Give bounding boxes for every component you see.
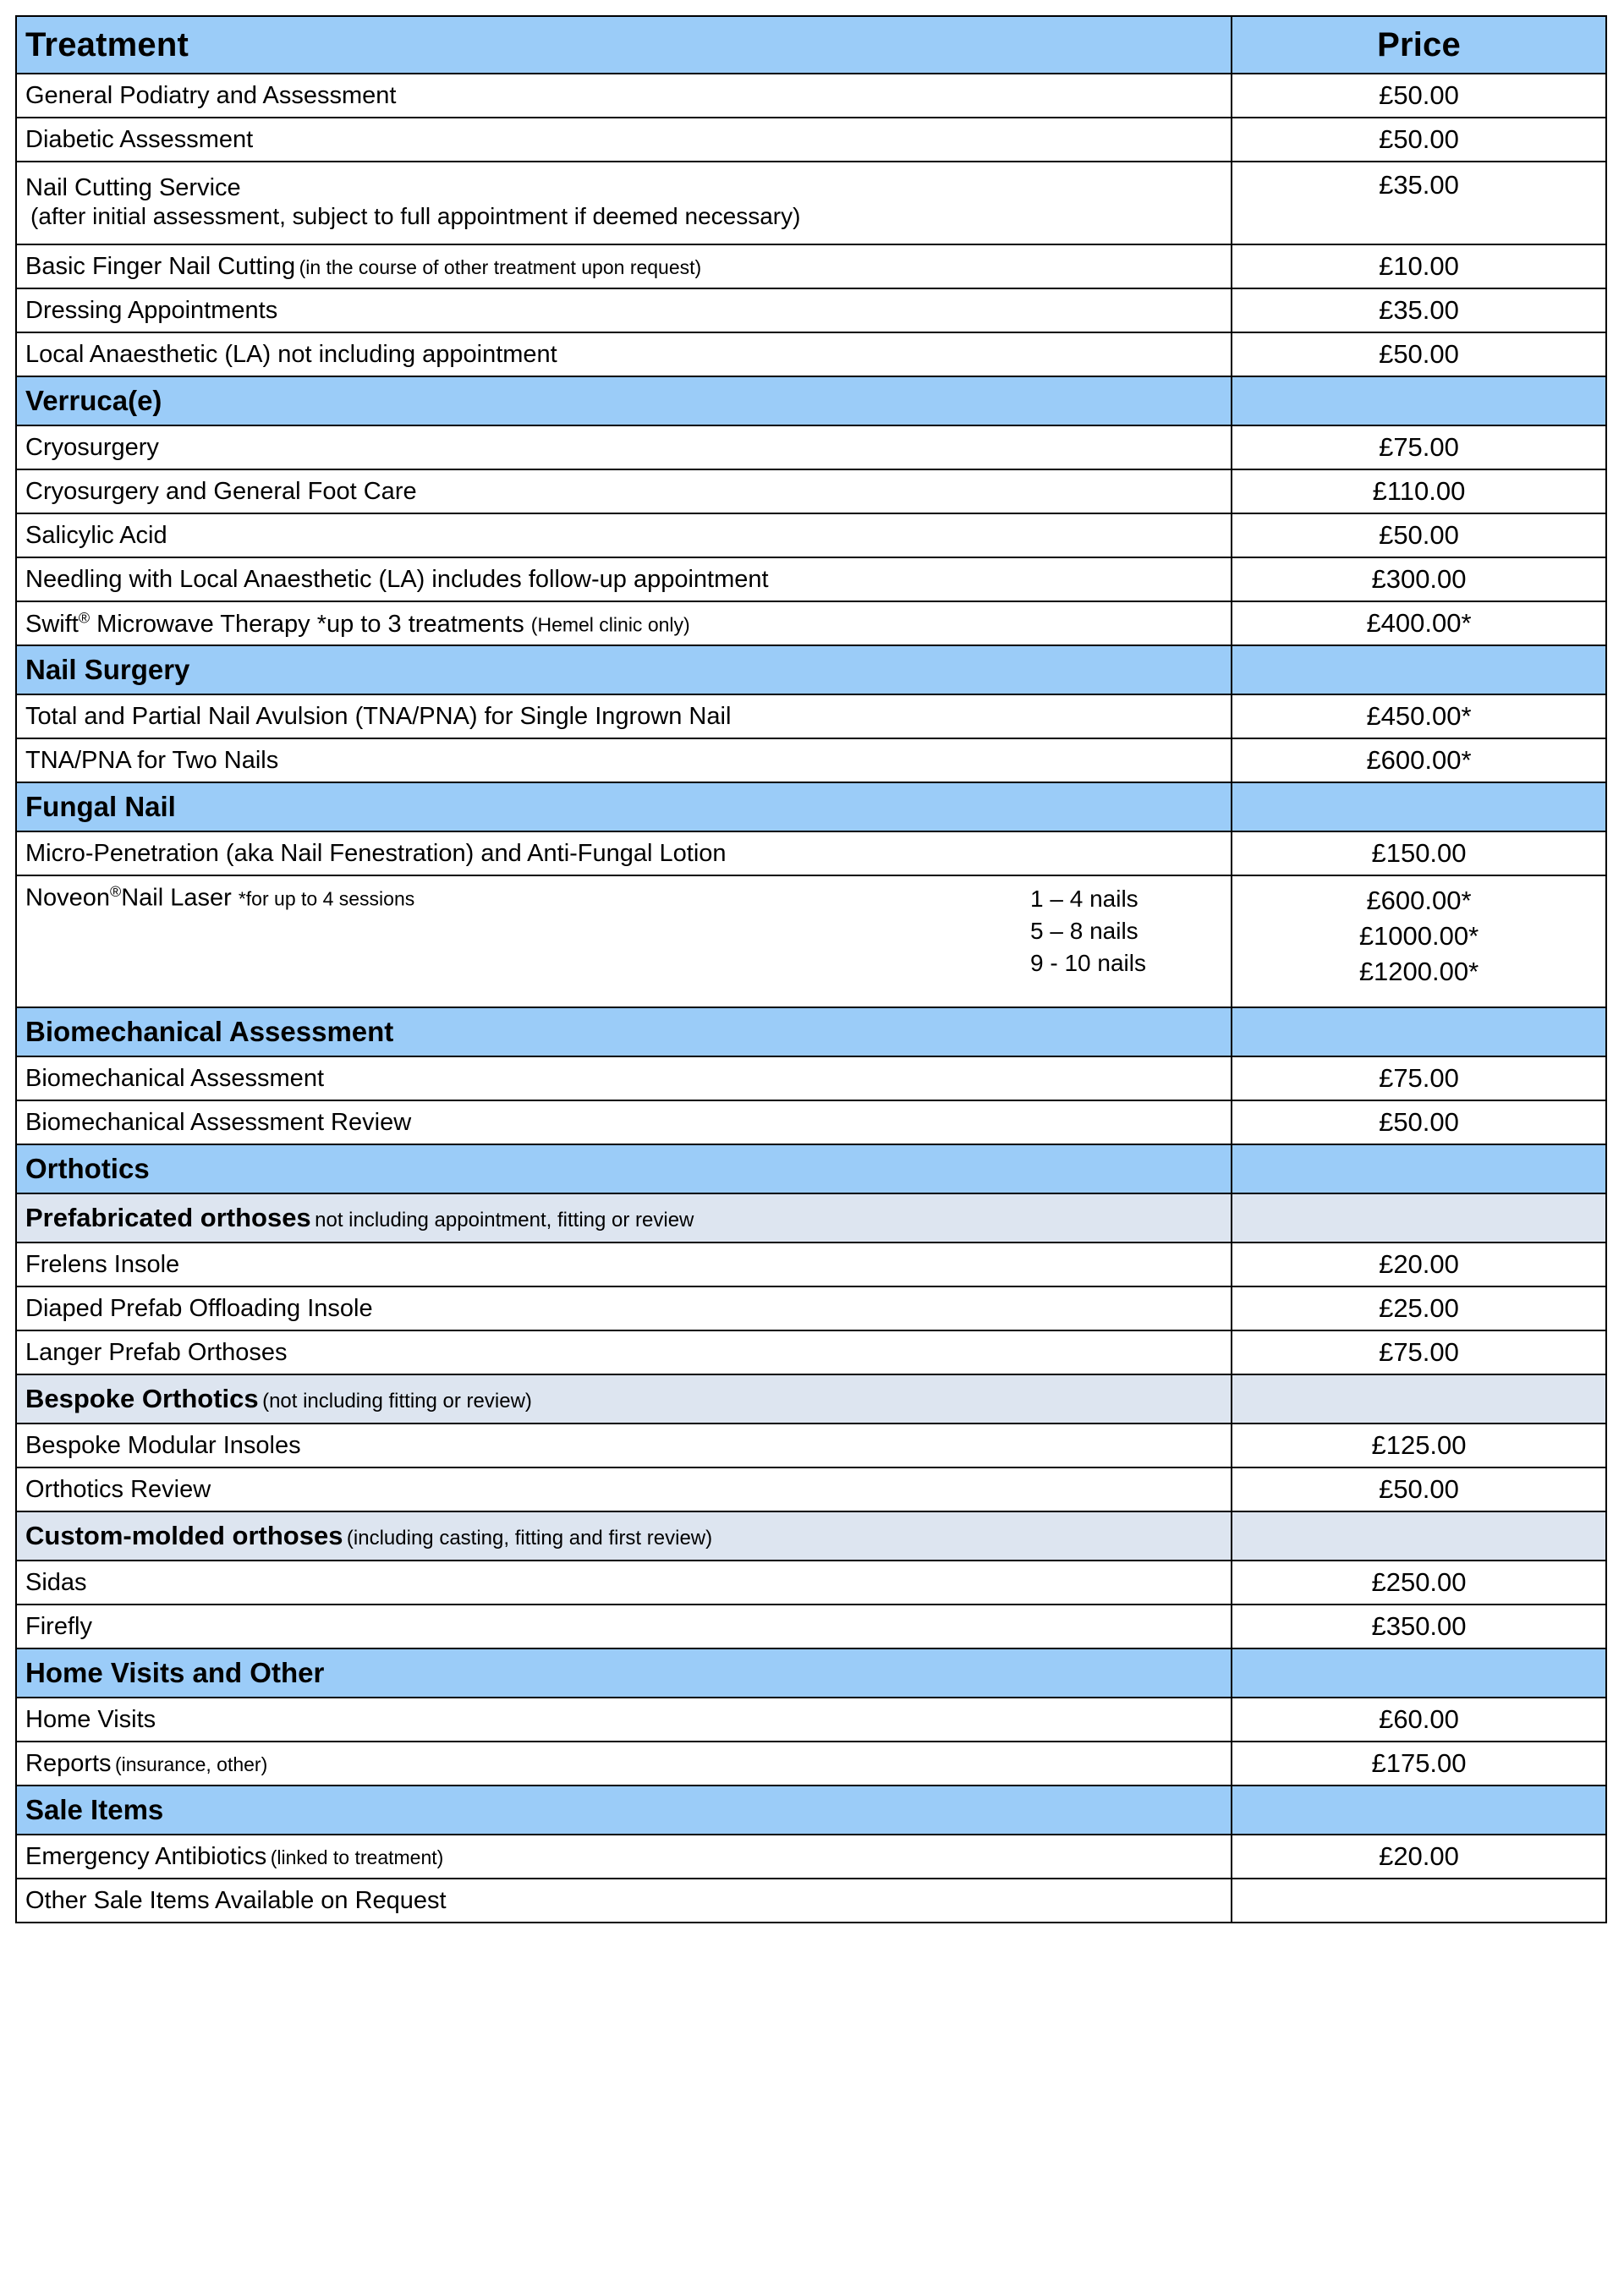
table-row [16,162,1606,244]
table-row [16,1424,1606,1467]
price-value: £300.00 [1371,563,1467,594]
price-value: £50.00 [1379,123,1459,154]
treatment-note: (in the course of other treatment upon request) [299,255,702,278]
treatment-label: Basic Finger Nail Cutting [25,252,296,280]
treatment-cell [16,162,1232,244]
section-header-row [16,376,1606,425]
price-value: £35.00 [1379,170,1459,200]
price-cell [1232,1467,1606,1511]
price-value: £10.00 [1379,250,1459,281]
treatment-cell [16,1242,1232,1286]
subsection-header-note: (not including fitting or review) [262,1389,532,1413]
table-row [16,118,1606,162]
laser-tier-label: 1 – 4 nails [1030,886,1138,912]
section-header-cell [16,782,1232,831]
subsection-header-row [16,1193,1606,1242]
laser-tier-label: 9 - 10 nails [1030,950,1146,977]
section-header-price-cell [1232,1144,1606,1193]
table-row [16,469,1606,513]
subsection-header-cell [16,1374,1232,1424]
treatment-label: Total and Partial Nail Avulsion (TNA/PNA) for Single Ingrown Nail [25,702,732,730]
treatment-cell [16,288,1232,332]
treatment-cell [16,557,1232,601]
section-header-row [16,1648,1606,1698]
table-row [16,74,1606,118]
subsection-header-cell [16,1193,1232,1242]
treatment-cell [16,469,1232,513]
treatment-label-rest: Nail Laser [121,884,239,912]
price-cell [1232,875,1606,1007]
price-cell [1232,244,1606,288]
subsection-header-note: (including casting, fitting and first review) [346,1526,713,1550]
treatment-label: Langer Prefab Orthoses [25,1338,288,1366]
price-value: £50.00 [1379,1473,1459,1504]
price-cell [1232,1100,1606,1144]
section-header-label: Biomechanical Assessment [25,1015,394,1047]
treatment-label-main: Swift [25,610,79,638]
price-value: £75.00 [1379,1062,1459,1093]
table-row [16,1286,1606,1330]
subsection-header-label: Bespoke Orthotics [25,1383,259,1413]
treatment-label: TNA/PNA for Two Nails [25,746,279,774]
section-header-row [16,1786,1606,1835]
section-header-row [16,782,1606,831]
price-value: £400.00* [1366,607,1472,638]
price-cell [1232,1605,1606,1648]
column-header-treatment [16,16,1232,74]
treatment-cell [16,332,1232,376]
section-header-price-cell [1232,1007,1606,1056]
price-value: £50.00 [1379,1106,1459,1137]
treatment-label: Micro-Penetration (aka Nail Fenestration) and Anti-Fungal Lotion [25,839,727,867]
treatment-label: Cryosurgery [25,433,159,461]
subsection-price-cell [1232,1193,1606,1242]
registered-trademark-icon: ® [109,883,122,900]
price-cell [1232,1561,1606,1605]
price-value: £110.00 [1372,475,1466,506]
table-row [16,1561,1606,1605]
price-cell [1232,738,1606,782]
treatment-label: Other Sale Items Available on Request [25,1886,447,1914]
price-value: £250.00 [1371,1566,1467,1597]
price-cell [1232,694,1606,738]
table-row [16,831,1606,875]
table-row [16,1056,1606,1100]
subsection-header-cell [16,1511,1232,1561]
treatment-cell [16,1605,1232,1648]
treatment-label: Bespoke Modular Insoles [25,1431,301,1459]
price-cell [1232,1424,1606,1467]
treatment-cell [16,1056,1232,1100]
subsection-price-cell [1232,1511,1606,1561]
treatment-label: Sidas [25,1568,87,1596]
price-value: £50.00 [1379,80,1459,110]
treatment-label: Home Visits [25,1705,156,1733]
section-header-cell [16,645,1232,694]
treatment-cell [16,694,1232,738]
treatment-note: (insurance, other) [115,1753,268,1775]
laser-tier-price: £600.00* [1366,886,1472,915]
price-cell [1232,1286,1606,1330]
table-row [16,1242,1606,1286]
section-header-cell [16,1144,1232,1193]
price-cell [1232,469,1606,513]
price-cell [1232,1242,1606,1286]
price-cell [1232,288,1606,332]
laser-tier-price: £1000.00* [1358,921,1479,952]
price-cell [1232,513,1606,557]
section-header-row [16,1007,1606,1056]
treatment-cell [16,74,1232,118]
treatment-label: Frelens Insole [25,1250,180,1278]
price-cell [1232,831,1606,875]
section-header-label: Sale Items [25,1793,164,1825]
laser-tier-label: 5 – 8 nails [1030,918,1138,945]
price-value: £35.00 [1379,294,1459,325]
price-cell [1232,162,1606,244]
treatment-cell [16,1879,1232,1923]
treatment-cell [16,1100,1232,1144]
treatment-label: Salicylic Acid [25,521,167,549]
laser-row-content [25,883,1222,979]
treatment-label: Local Anaesthetic (LA) not including appointment [25,340,557,368]
section-header-price-cell [1232,645,1606,694]
price-cell [1232,557,1606,601]
price-cell [1232,74,1606,118]
treatment-label: Cryosurgery and General Foot Care [25,477,417,505]
price-value: £75.00 [1379,431,1459,462]
table-row [16,1698,1606,1742]
section-header-price-cell [1232,1648,1606,1698]
treatment-label: Dressing Appointments [25,296,278,324]
price-value: £150.00 [1371,837,1467,868]
treatment-label: Diabetic Assessment [25,125,254,153]
table-row [16,1467,1606,1511]
price-cell [1232,1330,1606,1374]
treatment-label: Emergency Antibiotics [25,1842,267,1870]
section-header-label: Home Visits and Other [25,1656,325,1688]
table-row [16,601,1606,645]
treatment-label [25,883,414,913]
treatment-cell [16,425,1232,469]
table-row [16,513,1606,557]
section-header-cell [16,1648,1232,1698]
treatment-label: Biomechanical Assessment Review [25,1108,412,1136]
subsection-header-row [16,1374,1606,1424]
price-value: £50.00 [1379,338,1459,369]
price-cell [1232,332,1606,376]
section-header-label: Orthotics [25,1152,150,1184]
section-header-label: Nail Surgery [25,653,190,685]
price-value: £350.00 [1371,1610,1467,1641]
price-value: £50.00 [1379,519,1459,550]
treatment-cell [16,1286,1232,1330]
treatment-note: (Hemel clinic only) [530,613,690,636]
price-cell [1232,425,1606,469]
subsection-header-note: not including appointment, fitting or review [315,1208,694,1232]
subsection-price-cell [1232,1374,1606,1424]
table-row [16,244,1606,288]
section-header-price-cell [1232,376,1606,425]
table-row [16,425,1606,469]
section-header-cell [16,1007,1232,1056]
treatment-cell [16,1561,1232,1605]
table-row [16,1330,1606,1374]
treatment-cell [16,1742,1232,1786]
table-row [16,1879,1606,1923]
price-value: £60.00 [1379,1703,1459,1734]
table-row [16,1100,1606,1144]
registered-trademark-icon: ® [78,608,91,626]
column-header-price-label: Price [1377,26,1461,63]
treatment-label: Orthotics Review [25,1475,211,1503]
section-header-row [16,1144,1606,1193]
price-value: £75.00 [1379,1336,1459,1367]
price-cell [1232,1742,1606,1786]
treatment-note: *for up to 4 sessions [238,887,415,910]
table-row [16,557,1606,601]
treatment-label: Needling with Local Anaesthetic (LA) includes follow-up appointment [25,565,769,593]
price-cell [1232,601,1606,645]
treatment-cell [16,1330,1232,1374]
treatment-cell [16,513,1232,557]
section-header-price-cell [1232,782,1606,831]
price-cell [1232,118,1606,162]
table-row [16,1605,1606,1648]
price-cell [1232,1879,1606,1923]
table-row [16,875,1606,1007]
treatment-label: Diaped Prefab Offloading Insole [25,1294,373,1322]
section-header-label: Fungal Nail [25,790,176,822]
treatment-label: Nail Cutting Service [25,173,241,201]
price-value: £450.00* [1366,700,1472,731]
subsection-header-label: Custom-molded orthoses [25,1520,343,1550]
price-cell [1232,1835,1606,1879]
treatment-cell [16,738,1232,782]
price-cell [1232,1056,1606,1100]
table-row [16,694,1606,738]
price-value: £600.00* [1366,744,1472,775]
treatment-label-rest: Microwave Therapy *up to 3 treatments [90,610,531,638]
price-value: £25.00 [1379,1292,1459,1323]
treatment-cell [16,118,1232,162]
price-value: £125.00 [1371,1429,1467,1460]
treatment-label-main: Noveon [25,884,110,912]
table-row [16,1742,1606,1786]
treatment-label: Firefly [25,1612,92,1640]
price-value: £175.00 [1371,1747,1467,1778]
treatment-price-table [15,15,1607,1923]
treatment-label: Biomechanical Assessment [25,1064,324,1092]
laser-tier-price: £1200.00* [1358,957,1479,987]
treatment-cell [16,1467,1232,1511]
treatment-cell [16,601,1232,645]
subsection-header-row [16,1511,1606,1561]
section-header-label: Verruca(e) [25,384,162,416]
section-header-cell [16,1786,1232,1835]
section-header-cell [16,376,1232,425]
section-header-row [16,645,1606,694]
treatment-cell [16,1424,1232,1467]
table-row [16,288,1606,332]
price-cell [1232,1698,1606,1742]
treatment-label: General Podiatry and Assessment [25,81,397,109]
subsection-header-label: Prefabricated orthoses [25,1202,311,1232]
table-row [16,738,1606,782]
table-row [16,332,1606,376]
price-value: £20.00 [1379,1840,1459,1871]
treatment-label: Reports [25,1749,112,1777]
treatment-cell [16,1698,1232,1742]
treatment-cell [16,244,1232,288]
column-header-treatment-label: Treatment [25,26,189,63]
treatment-cell [16,1835,1232,1879]
treatment-note: (linked to treatment) [270,1846,444,1868]
treatment-cell [16,875,1232,1007]
laser-tier-list [1030,883,1222,979]
treatment-label [25,608,531,638]
treatment-label-second-line: (after initial assessment, subject to full appointment if deemed necessary) [30,203,801,230]
treatment-cell [16,831,1232,875]
table-header-row [16,16,1606,74]
table-row [16,1835,1606,1879]
price-value: £20.00 [1379,1248,1459,1279]
section-header-price-cell [1232,1786,1606,1835]
column-header-price [1232,16,1606,74]
